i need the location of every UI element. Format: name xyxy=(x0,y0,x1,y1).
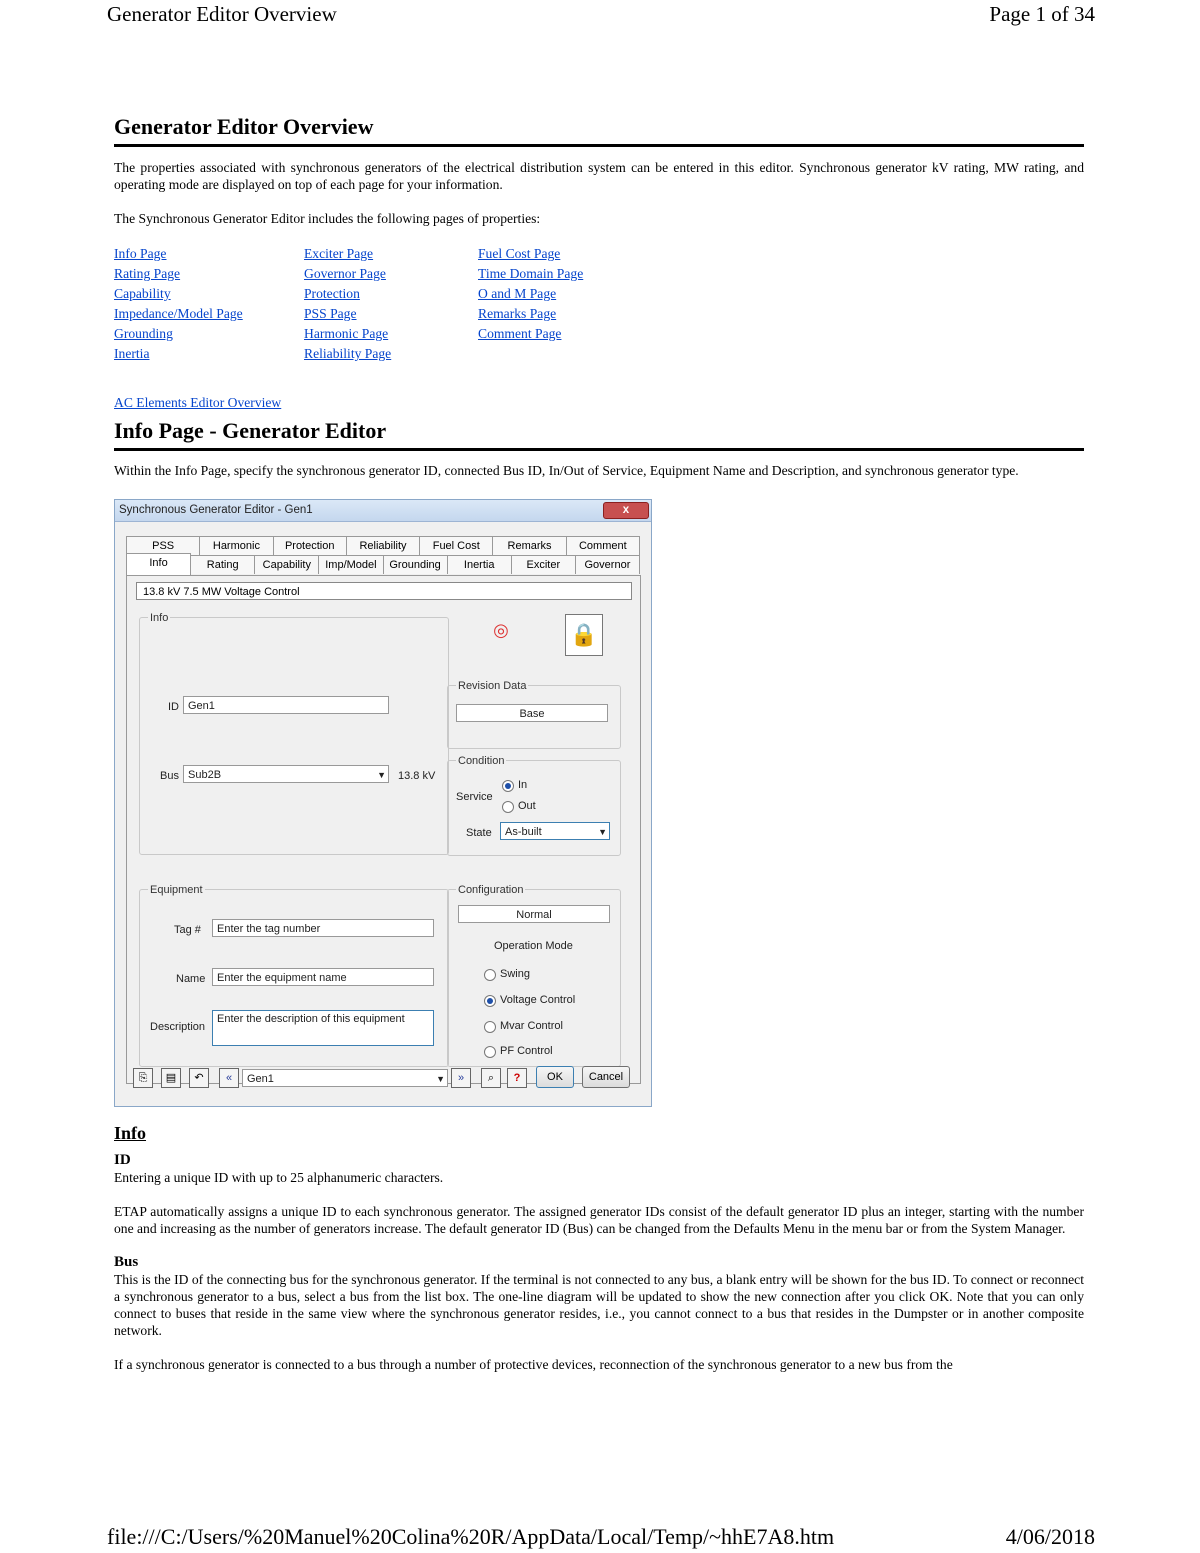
tab-reliability[interactable]: Reliability xyxy=(346,536,420,555)
configuration-caption: Configuration xyxy=(456,882,525,899)
description-field[interactable]: Enter the description of this equipment xyxy=(212,1010,434,1046)
link-protection[interactable]: Protection xyxy=(304,286,360,301)
link-comment-page[interactable]: Comment Page xyxy=(478,326,562,341)
configuration-group xyxy=(447,884,621,1067)
previous-icon[interactable]: « xyxy=(219,1068,239,1088)
state-label: State xyxy=(466,827,492,839)
header-page-number: Page 1 of 34 xyxy=(989,2,1095,26)
element-select-value: Gen1 xyxy=(247,1073,274,1085)
links-column-1 xyxy=(114,244,304,364)
info-group-caption: Info xyxy=(148,610,170,627)
cancel-button[interactable]: Cancel xyxy=(582,1066,630,1088)
link-impedance-model-page[interactable]: Impedance/Model Page xyxy=(114,306,243,321)
radio-icon xyxy=(484,969,496,981)
revision-group xyxy=(447,680,621,749)
link-remarks-page[interactable]: Remarks Page xyxy=(478,306,557,321)
overview-intro: The properties associated with synchronous generators of the electrical distribution system can be entered in this editor. Synchronous generator kV rating, MW rating, and operating mode are displayed on top of each page for your information. xyxy=(114,160,1084,192)
chevron-down-icon: ▼ xyxy=(436,1074,445,1084)
tab-protection[interactable]: Protection xyxy=(273,536,347,555)
link-harmonic-page[interactable]: Harmonic Page xyxy=(304,326,389,341)
link-fuel-cost-page[interactable]: Fuel Cost Page xyxy=(478,246,561,261)
close-icon[interactable]: x xyxy=(603,502,649,519)
id-term: ID xyxy=(114,1152,131,1168)
overview-heading: Generator Editor Overview xyxy=(114,112,1084,147)
service-in-radio[interactable] xyxy=(502,777,527,794)
chevron-down-icon: ▼ xyxy=(377,770,386,780)
state-select-value: As-built xyxy=(505,826,542,838)
mode-swing-label: Swing xyxy=(500,968,530,980)
link-time-domain-page[interactable]: Time Domain Page xyxy=(478,266,584,281)
radio-selected-icon xyxy=(502,780,514,792)
tab-row-2 xyxy=(126,555,639,575)
mode-mvar-control-radio[interactable] xyxy=(484,1018,563,1035)
equipment-group xyxy=(139,884,449,1067)
bus-label: Bus xyxy=(160,770,179,782)
condition-group xyxy=(447,755,621,856)
configuration-field[interactable]: Normal xyxy=(458,905,610,923)
links-column-3 xyxy=(478,244,583,364)
radio-icon xyxy=(502,801,514,813)
target-icon: ◎ xyxy=(493,620,509,640)
tab-comment[interactable]: Comment xyxy=(566,536,640,555)
link-grounding[interactable]: Grounding xyxy=(114,326,173,341)
tab-grounding[interactable]: Grounding xyxy=(383,555,448,574)
tab-pss[interactable]: PSS xyxy=(126,536,200,555)
link-governor-page[interactable]: Governor Page xyxy=(304,266,386,281)
help-icon[interactable]: ? xyxy=(507,1068,527,1088)
id-label: ID xyxy=(168,701,179,713)
state-select[interactable] xyxy=(500,822,610,840)
generator-editor-dialog xyxy=(114,499,652,1107)
mode-mvar-control-label: Mvar Control xyxy=(500,1020,563,1032)
tag-field[interactable]: Enter the tag number xyxy=(212,919,434,937)
tab-inertia[interactable]: Inertia xyxy=(447,555,512,574)
link-ac-elements-overview[interactable]: AC Elements Editor Overview xyxy=(114,395,282,410)
name-field[interactable]: Enter the equipment name xyxy=(212,968,434,986)
tab-rating[interactable]: Rating xyxy=(190,555,255,574)
link-inertia[interactable]: Inertia xyxy=(114,346,150,361)
dialog-title: Synchronous Generator Editor - Gen1 xyxy=(119,504,313,516)
info-page-intro: Within the Info Page, specify the synchronous generator ID, connected Bus ID, In/Out of Service, Equipment Name and Description, and synchronous generator type. xyxy=(114,463,1019,478)
info-section-heading: Info xyxy=(114,1123,147,1143)
bus-term: Bus xyxy=(114,1254,139,1270)
tab-info[interactable]: Info xyxy=(126,553,191,575)
tab-capability[interactable]: Capability xyxy=(254,555,319,574)
tab-harmonic[interactable]: Harmonic xyxy=(199,536,273,555)
id-description-2: ETAP automatically assigns a unique ID to each synchronous generator. The assigned generator IDs consist of the default generator ID plus an integer, starting with the number one and increasing as the number of generators increase. The default generator ID (Bus) can be changed from the Defaults Menu in the menu bar or from the System Manager. xyxy=(114,1204,1084,1236)
footer-file-path: file:///C:/Users/%20Manuel%20Colina%20R/AppData/Local/Temp/~hhE7A8.htm xyxy=(107,1524,835,1549)
paste-icon[interactable]: ▤ xyxy=(161,1068,181,1088)
info-tab-panel xyxy=(126,575,641,1084)
radio-icon xyxy=(484,1046,496,1058)
tab-remarks[interactable]: Remarks xyxy=(492,536,566,555)
link-pss-page[interactable]: PSS Page xyxy=(304,306,357,321)
bus-select[interactable] xyxy=(183,765,389,783)
mode-pf-control-radio[interactable] xyxy=(484,1043,553,1060)
link-reliability-page[interactable]: Reliability Page xyxy=(304,346,392,361)
operation-mode-label: Operation Mode xyxy=(494,940,573,952)
tab-governor[interactable]: Governor xyxy=(575,555,640,574)
bus-select-value: Sub2B xyxy=(188,769,222,781)
next-icon[interactable]: » xyxy=(451,1068,471,1088)
element-select[interactable] xyxy=(242,1069,448,1087)
bus-description-2: If a synchronous generator is connected to a bus through a number of protective devices, reconnection of the synchronous generator to a new bus from the xyxy=(114,1357,953,1372)
revision-label: Revision Data xyxy=(456,678,528,695)
tab-exciter[interactable]: Exciter xyxy=(511,555,576,574)
mode-pf-control-label: PF Control xyxy=(500,1045,553,1057)
undo-icon[interactable]: ↶ xyxy=(189,1068,209,1088)
service-out-radio[interactable] xyxy=(502,798,536,815)
tab-row-1 xyxy=(126,536,639,555)
name-label: Name xyxy=(176,973,206,985)
pages-intro: The Synchronous Generator Editor includes the following pages of properties: xyxy=(114,211,541,226)
service-label: Service xyxy=(456,791,493,803)
document-body xyxy=(114,112,1084,1373)
radio-selected-icon xyxy=(484,995,496,1007)
link-capability[interactable]: Capability xyxy=(114,286,171,301)
tag-label: Tag # xyxy=(174,924,201,936)
header-title: Generator Editor Overview xyxy=(107,2,337,26)
rating-bar: 13.8 kV 7.5 MW Voltage Control xyxy=(136,582,632,600)
link-rating-page[interactable]: Rating Page xyxy=(114,266,181,281)
tab-fuel-cost[interactable]: Fuel Cost xyxy=(419,536,493,555)
id-field[interactable]: Gen1 xyxy=(183,696,389,714)
info-page-heading: Info Page - Generator Editor xyxy=(114,416,1084,451)
chevron-down-icon: ▼ xyxy=(598,827,607,837)
link-exciter-page[interactable]: Exciter Page xyxy=(304,246,374,261)
revision-field[interactable]: Base xyxy=(456,704,608,722)
mode-swing-radio[interactable] xyxy=(484,966,530,983)
dialog-titlebar xyxy=(115,500,651,522)
equipment-caption: Equipment xyxy=(148,882,205,899)
service-in-label: In xyxy=(518,779,528,791)
service-out-label: Out xyxy=(518,800,536,812)
page-links xyxy=(114,244,1084,364)
radio-icon xyxy=(484,1021,496,1033)
bus-kv: 13.8 kV xyxy=(398,770,436,782)
info-group xyxy=(139,612,449,855)
binoculars-icon[interactable]: ⌕ xyxy=(481,1068,501,1088)
mode-voltage-control-radio[interactable] xyxy=(484,992,575,1009)
link-o-and-m-page[interactable]: O and M Page xyxy=(478,286,557,301)
links-column-2 xyxy=(304,244,478,364)
tab-imp-model[interactable]: Imp/Model xyxy=(318,555,383,574)
mode-voltage-control-label: Voltage Control xyxy=(500,994,576,1006)
ok-button[interactable]: OK xyxy=(536,1066,574,1088)
id-description: Entering a unique ID with up to 25 alphanumeric characters. xyxy=(114,1170,444,1185)
copy-icon[interactable]: ⎘ xyxy=(133,1068,153,1088)
link-info-page[interactable]: Info Page xyxy=(114,246,167,261)
bus-description: This is the ID of the connecting bus for the synchronous generator. If the terminal is not connected to any bus, a blank entry will be shown for the bus ID. To connect or reconnect a synchronous generator to a bus, select a bus from the list box. The one-line diagram will be updated to show the new connection after you click OK. Note that you can only connect to buses that reside in the same view where the synchronous generator resides, i.e., you cannot connect to a bus that resides in the Dumpster or in another composite network. xyxy=(114,1272,1084,1338)
lock-icon[interactable]: 🔒 xyxy=(565,614,603,656)
description-label: Description xyxy=(150,1021,206,1033)
footer-date: 4/06/2018 xyxy=(1005,1524,1095,1549)
condition-caption: Condition xyxy=(456,753,506,770)
